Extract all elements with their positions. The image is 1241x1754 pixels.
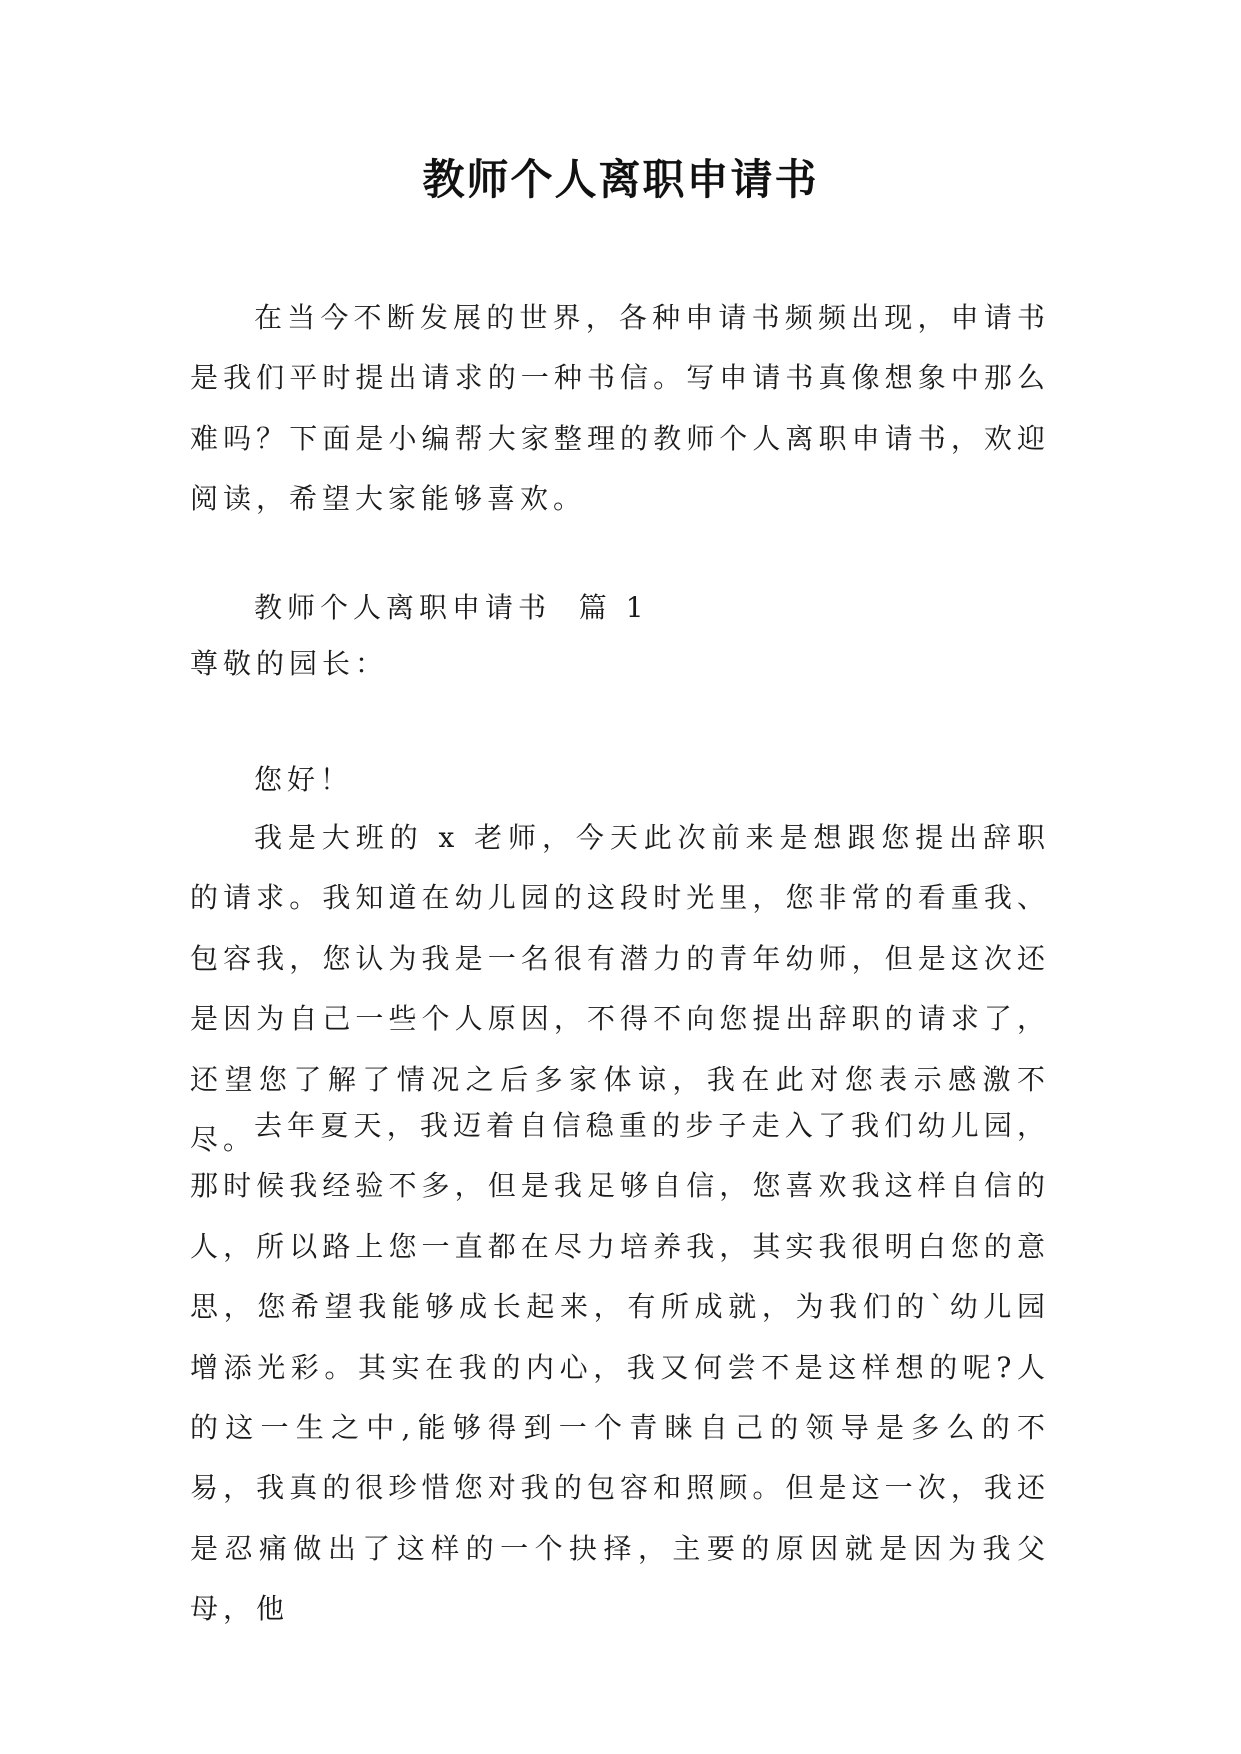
body-paragraph-2: 去年夏天，我迈着自信稳重的步子走入了我们幼儿园，那时候我经验不多，但是我足够自信，您喜欢我这样自信的人，所以路上您一直都在尽力培养我，其实我很明白您的意思，您希望我能够成长起来，有所成就，为我们的`幼儿园增添光彩。其实在我的内心，我又何尝不是这样想的呢?人的这一生之中,能够得到一个青睐自己的领导是多么的不易，我真的很珍惜您对我的包容和照顾。但是这一次，我还是忍痛做出了这样的一个抉择，主要的原因就是因为我父母，他 xyxy=(190,1109,1050,1626)
document-title: 教师个人离职申请书 xyxy=(422,155,819,204)
section-heading: 教师个人离职申请书 篇 1 xyxy=(254,591,649,624)
body-paragraph-1: 我是大班的 x 老师，今天此次前来是想跟您提出辞职的请求。我知道在幼儿园的这段时光里，您非常的看重我、包容我，您认为我是一名很有潜力的青年幼师，但是这次还是因为自己一些个人原因，不得不向您提出辞职的请求了，还望您了解了情况之后多家体谅，我在此对您表示感激不尽。 xyxy=(190,821,1050,1157)
salutation: 尊敬的园长： xyxy=(190,647,389,680)
intro-paragraph: 在当今不断发展的世界，各种申请书频频出现，申请书是我们平时提出请求的一种书信。写申请书真像想象中那么难吗？下面是小编帮大家整理的教师个人离职申请书，欢迎阅读，希望大家能够喜欢。 xyxy=(190,301,1050,516)
greeting: 您好！ xyxy=(254,763,354,796)
